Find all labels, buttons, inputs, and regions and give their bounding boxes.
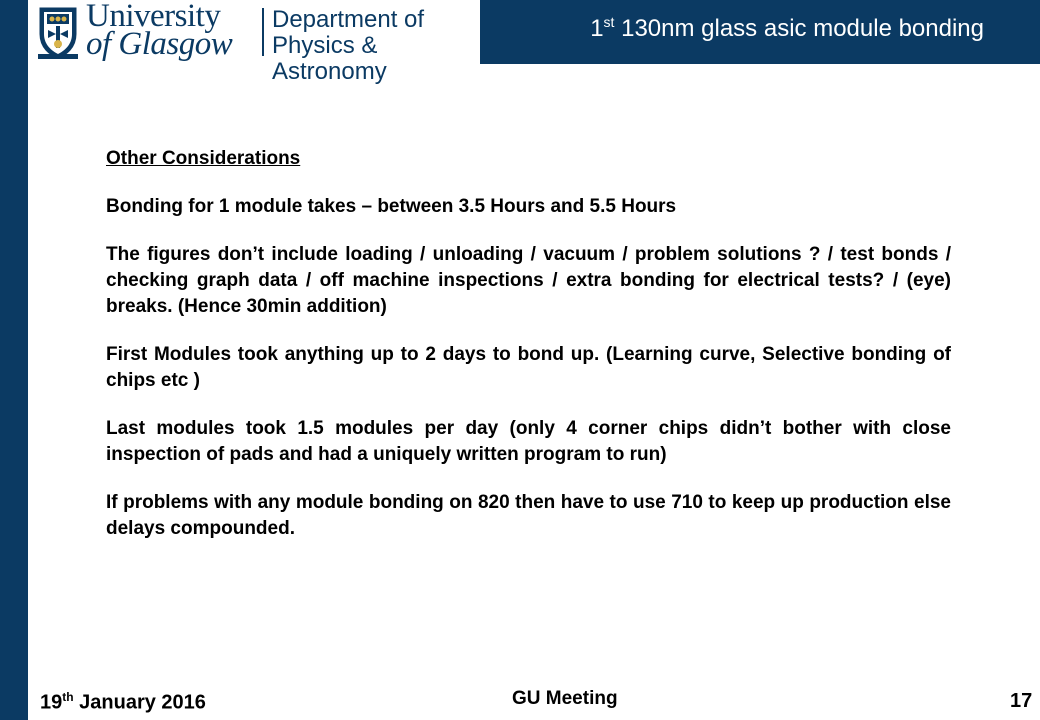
- footer-meeting-name: GU Meeting: [512, 688, 618, 709]
- slide-title: [590, 14, 984, 43]
- university-logo: [28, 0, 480, 85]
- logo-divider: [262, 8, 264, 56]
- section-heading: Other Considerations: [106, 148, 301, 169]
- footer-date-day: 19: [40, 691, 63, 714]
- paragraph-last-modules: Last modules took 1.5 modules per day (only 4 corner chips didn’t bother with close inspection of pads and had a uniquely written program to run): [106, 418, 951, 465]
- paragraph-problems: If problems with any module bonding on 820 then have to use 710 to keep up production else delays compounded.: [106, 492, 951, 539]
- university-crest-icon: [36, 4, 80, 60]
- slide-body: [106, 146, 951, 564]
- university-name-line1: University: [86, 0, 221, 34]
- university-name-line2: of Glasgow: [86, 26, 233, 62]
- footer-date: [40, 690, 206, 715]
- title-ordinal-suffix: st: [603, 14, 615, 30]
- title-bar: [480, 0, 1040, 64]
- department-line1: Department of: [272, 6, 425, 33]
- paragraph-exclusions: The figures don’t include loading / unloading / vacuum / problem solutions ? / test bonds / checking graph data / off machine inspections / extra bonding for electrical tests? / (eye) breaks. (Hence 30min addition): [106, 244, 951, 317]
- department-line2: Physics & Astronomy: [272, 32, 387, 85]
- footer-date-suffix: th: [62, 690, 74, 704]
- paragraph-bonding-time: Bonding for 1 module takes – between 3.5 Hours and 5.5 Hours: [106, 196, 677, 217]
- title-ordinal: 1: [590, 15, 604, 42]
- title-text: 130nm glass asic module bonding: [614, 15, 984, 42]
- page-number: 17: [1010, 690, 1033, 712]
- department-name: [272, 7, 480, 85]
- university-wordmark: [86, 0, 233, 62]
- left-accent-bar: [0, 0, 28, 720]
- footer-date-rest: January 2016: [73, 691, 206, 714]
- paragraph-first-modules: First Modules took anything up to 2 days to bond up. (Learning curve, Selective bonding of chips etc ): [106, 344, 951, 391]
